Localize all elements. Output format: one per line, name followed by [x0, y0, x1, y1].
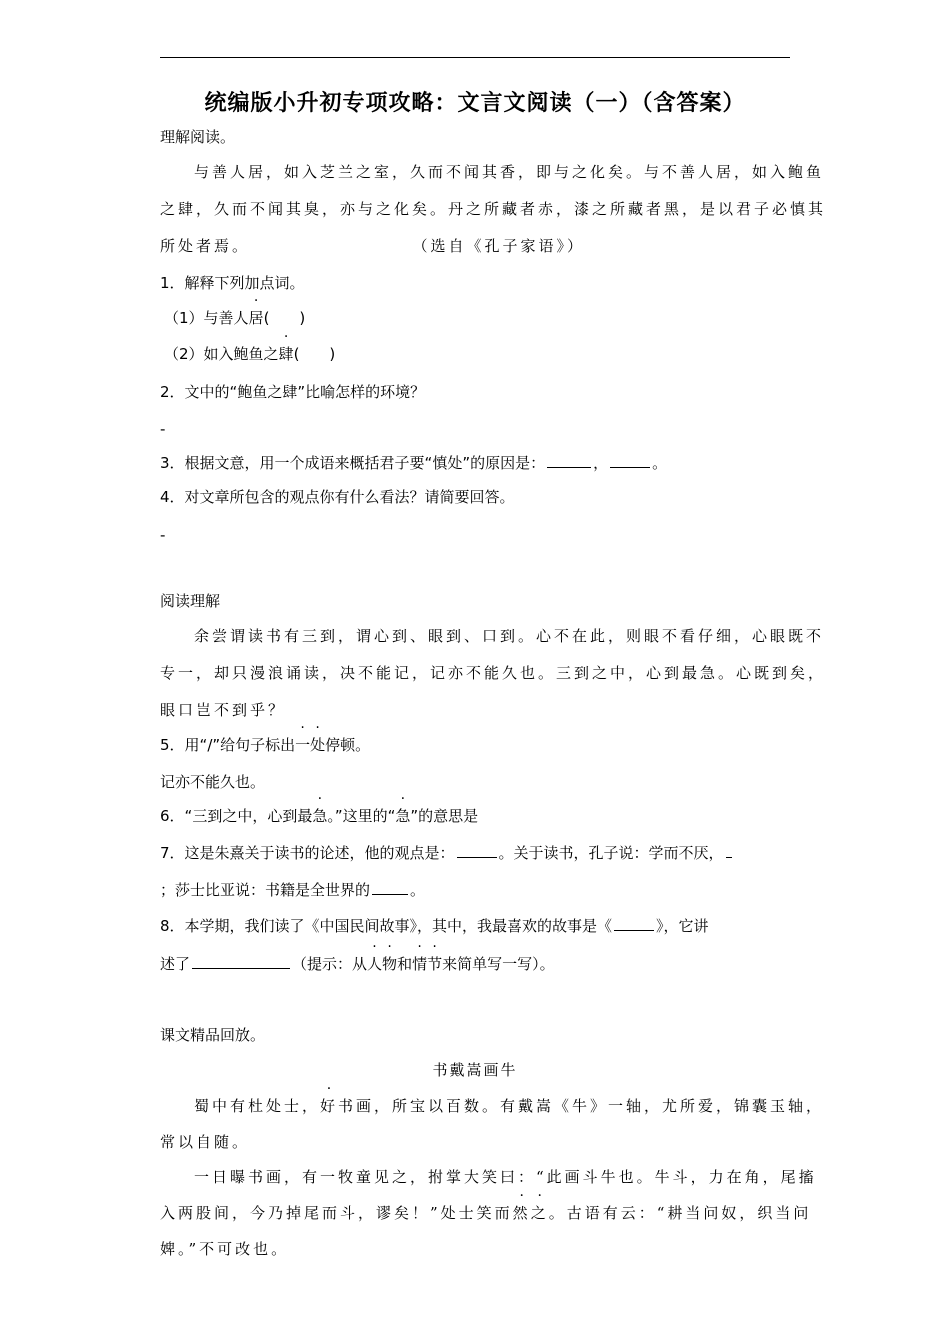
q3-sep: ，: [593, 454, 609, 472]
passage2-line1: 余尝谓读书有三到，谓心到、眼到、口到。心不在此，则眼不看仔细，心眼既不: [194, 627, 825, 645]
p3-dotted-2: 然: [512, 1204, 531, 1222]
q6-mid: 。”这里的“: [327, 807, 396, 825]
passage1-line1: 与善人居，如入芝兰之室，久而不闻其香，即与之化矣。与不善人居，如入鲍鱼: [194, 163, 825, 181]
q7-blank-3[interactable]: [372, 880, 408, 895]
q3-text: 3．根据文意，用一个成语来概括君子要“慎处”的原因是：: [160, 454, 546, 472]
q5-dotted-1: 一: [295, 736, 311, 754]
p3-text-d: 。古语有云：“耕当问奴，织当问: [548, 1204, 812, 1222]
q1b-answer-blank[interactable]: ( ): [293, 345, 336, 363]
page-title: 统编版小升初专项攻略：文言文阅读（一）（含答案）: [204, 91, 746, 116]
q7-text: 7．这是朱熹关于读书的论述，他的观点是：: [160, 844, 455, 862]
p3-dotted-1: 好: [320, 1097, 339, 1115]
p3-dotted-3: 之: [530, 1204, 549, 1222]
p3-text-a: 蜀中有杜处士，: [194, 1097, 321, 1115]
q1a-text: （1）与善人: [164, 309, 249, 327]
question-8: [160, 915, 709, 936]
question-3: [160, 452, 667, 473]
q8-hint: （提示：从: [292, 955, 368, 973]
section1-heading: 理解阅读。: [160, 128, 236, 146]
question-5: [160, 734, 370, 755]
q5-text: 5．用“/”给句子标出: [160, 736, 296, 754]
answer-dash-2: -: [160, 526, 166, 544]
header-rule: [160, 57, 790, 58]
question-7-line2: [160, 879, 425, 900]
q8-mid: 》，它讲: [656, 917, 709, 935]
passage1-line3: [160, 235, 585, 256]
question-7: [160, 842, 734, 863]
passage2-line3: 眼口岂不到乎？: [160, 701, 287, 719]
answer-dash-1: -: [160, 420, 166, 438]
q8-dotted-3: 情: [412, 955, 428, 973]
q6-post: ”的意思是: [410, 807, 479, 825]
p3-text-b: 书画，所宝以百数。有戴嵩《牛》一轴，尤所爱，锦囊玉轴，: [338, 1097, 825, 1115]
q1b-text: （2）如入鲍鱼之: [164, 345, 279, 363]
passage3-line2: 常以自随。: [160, 1133, 251, 1151]
q7-mid: 。关于读书，孔子说：学而不厌，: [498, 844, 724, 862]
p3-text-c: 入两股间，今乃掉尾而斗，谬矣！”处士笑而: [160, 1204, 513, 1222]
q7-blank-2[interactable]: [726, 843, 732, 858]
q8-line2-text: 述了: [160, 955, 191, 973]
q7-line2-text: ；莎士比亚说：书籍是全世界的: [160, 881, 371, 899]
q5-dotted-2: 处: [310, 736, 326, 754]
q6-text: 6．“三到之中，心到最: [160, 807, 313, 825]
q8-text: 8．本学期，我们读了《中国民间故事》，其中，我最喜欢的故事是《: [160, 917, 613, 935]
q8-dotted-2: 物: [382, 955, 398, 973]
q8-dotted-1: 人: [367, 955, 383, 973]
poem-title: 书戴嵩画牛: [432, 1061, 518, 1079]
passage2-line2: 专一，却只漫浪诵读，决不能记，记亦不能久也。三到之中，心到最急。心既到矣，: [160, 664, 827, 682]
q1b-dotted-word: 肆: [278, 345, 294, 363]
passage3-line5: 婢。”不可改也。: [160, 1240, 290, 1258]
section2-heading: 阅读理解: [160, 592, 221, 610]
q6-dotted-2: 急: [395, 807, 411, 825]
q1a-dotted-word: 居: [248, 309, 264, 327]
question-5-sentence: 记亦不能久也。: [160, 773, 266, 791]
q8-hint-end: 来简单写一写）。: [442, 955, 555, 973]
q8-and: 和: [397, 955, 413, 973]
passage3-line1: [194, 1095, 824, 1116]
question-8-line2: [160, 953, 555, 974]
question-1b: [164, 343, 335, 364]
q8-dotted-4: 节: [427, 955, 443, 973]
question-2: 2．文中的“鲍鱼之肆”比喻怎样的环境？: [160, 383, 426, 401]
q7-line2-end: 。: [410, 881, 426, 899]
passage1-line2: 之肆，久而不闻其臭，亦与之化矣。丹之所藏者赤，漆之所藏者黑，是以君子必慎其: [160, 200, 827, 218]
q1a-answer-blank[interactable]: ( ): [263, 309, 306, 327]
q6-dotted-1: 急: [312, 807, 328, 825]
passage3-line3: 一日曝书画，有一牧童见之，拊掌大笑曰：“此画斗牛也。牛斗，力在角，尾搐: [194, 1168, 817, 1186]
passage1-source: （选自《孔子家语》）: [420, 237, 586, 255]
q3-end: 。: [652, 454, 668, 472]
section3-heading: 课文精品回放。: [160, 1026, 266, 1044]
question-4: 4．对文章所包含的观点你有什么看法？请简要回答。: [160, 488, 515, 506]
question-6: [160, 805, 478, 826]
question-1a: [164, 307, 305, 328]
passage1-text: 所处者焉。: [160, 237, 251, 255]
question-1: 1．解释下列加点词。: [160, 274, 305, 292]
q5-post: 停顿。: [325, 736, 371, 754]
q8-blank-2[interactable]: [192, 954, 290, 969]
q7-blank-1[interactable]: [457, 843, 497, 858]
passage3-line4: [160, 1202, 811, 1223]
q3-blank-1[interactable]: [547, 453, 591, 468]
q8-blank-1[interactable]: [614, 916, 654, 931]
q3-blank-2[interactable]: [610, 453, 650, 468]
